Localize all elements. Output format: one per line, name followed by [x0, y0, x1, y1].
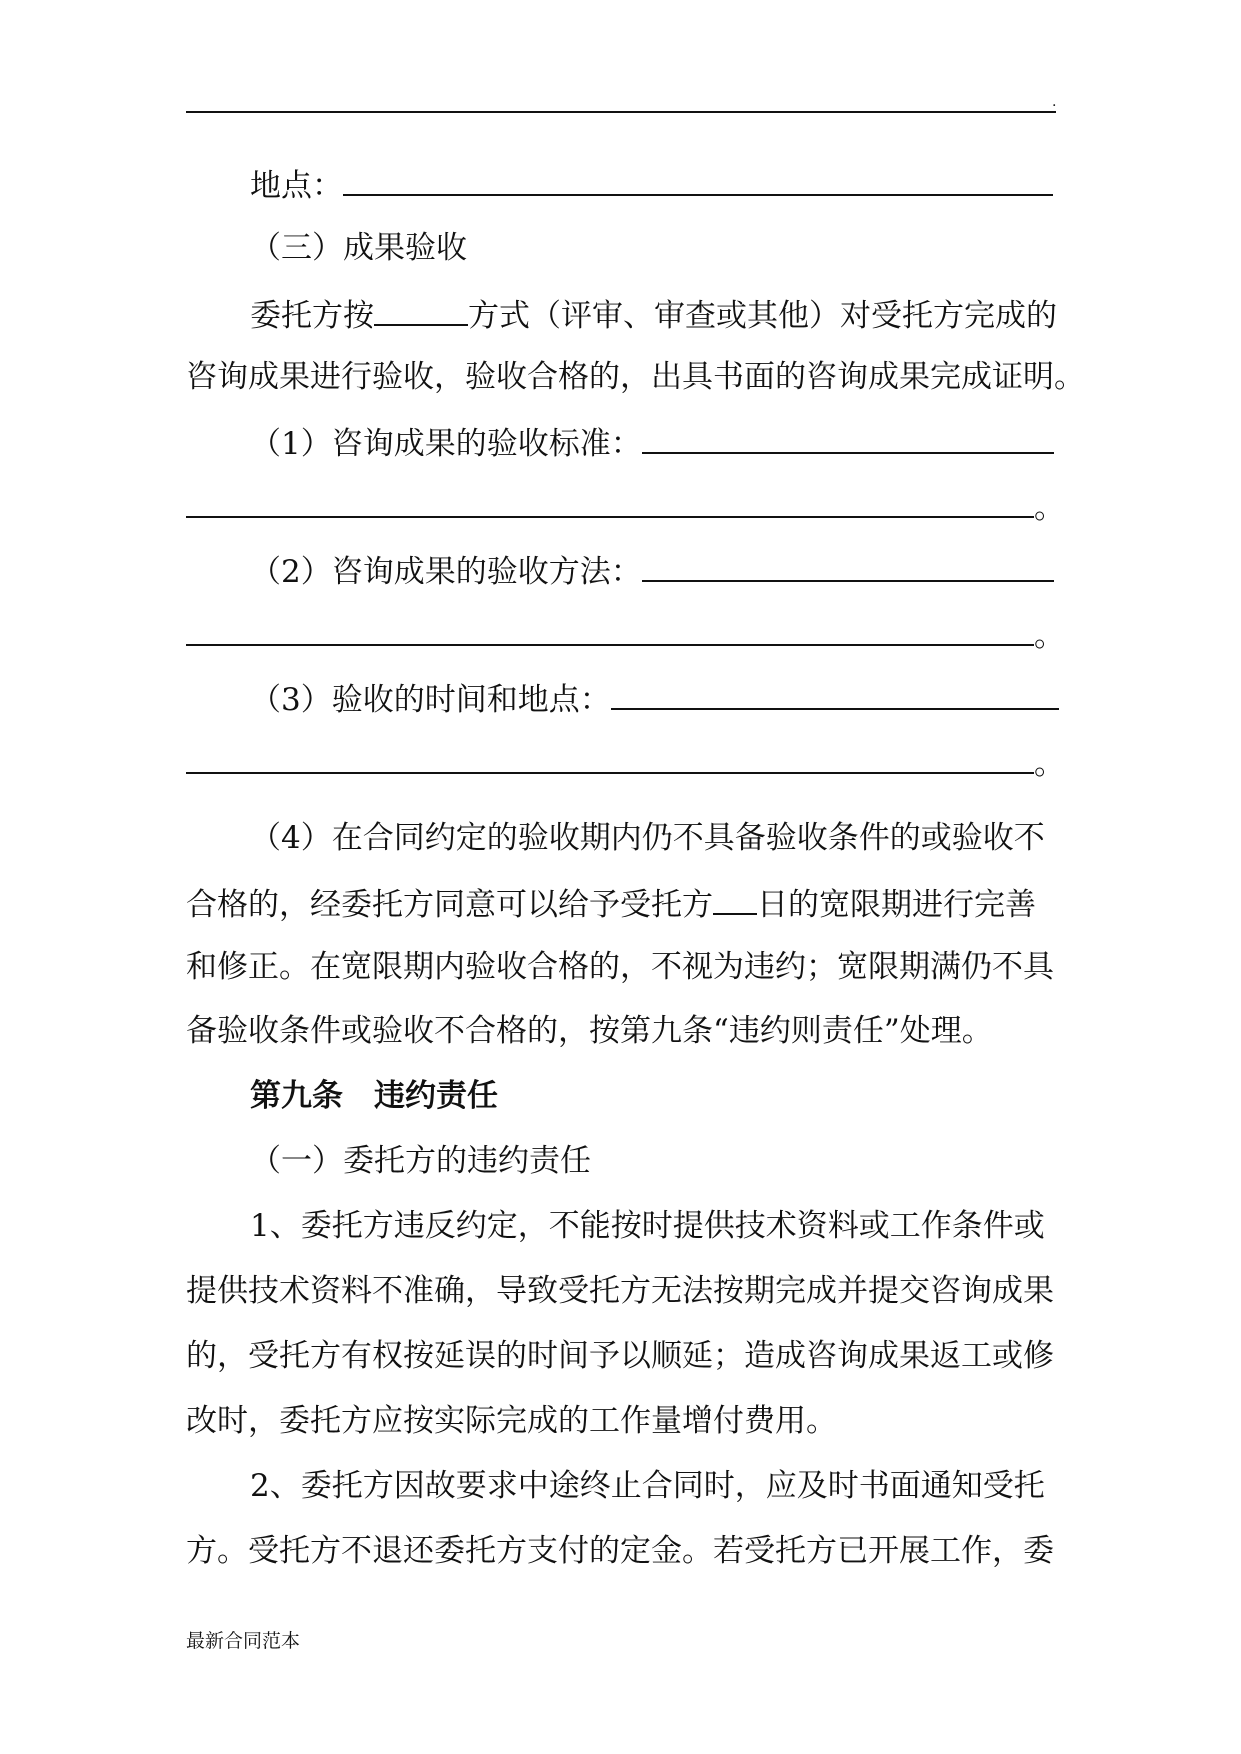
location-line — [250, 164, 1053, 206]
acceptance-method-blank-2 — [186, 614, 1034, 646]
subsection-heading: （一）委托方的违约责任 — [250, 1143, 591, 1179]
acceptance-standard-blank-2 — [186, 486, 1034, 518]
acceptance-standard-blank — [642, 422, 1054, 454]
acceptance-method-label: （2）咨询成果的验收方法： — [250, 554, 642, 590]
acceptance-time-place-blank-2 — [186, 742, 1034, 774]
header-mark: . — [1052, 94, 1057, 110]
continuation-line — [186, 486, 1065, 528]
paragraph-line: 和修正。在宽限期内验收合格的，不视为违约；宽限期满仍不具 — [186, 949, 1054, 985]
location-blank — [343, 164, 1053, 196]
acceptance-time-place-line — [250, 678, 1059, 720]
paragraph-line: 改时，委托方应按实际完成的工作量增付费用。 — [186, 1403, 837, 1439]
acceptance-method-line — [250, 550, 1054, 592]
period: 。 — [1034, 490, 1065, 526]
footer-text: 最新合同范本 — [186, 1630, 301, 1652]
text-segment: 合格的，经委托方同意可以给予受托方 — [186, 887, 713, 923]
paragraph-line: 提供技术资料不准确，导致受托方无法按期完成并提交咨询成果 — [186, 1273, 1054, 1309]
acceptance-method-blank — [642, 550, 1054, 582]
continuation-line — [186, 742, 1065, 784]
period: 。 — [1034, 618, 1065, 654]
paragraph-line — [250, 294, 1057, 336]
method-blank — [374, 294, 468, 326]
acceptance-standard-label: （1）咨询成果的验收标准： — [250, 426, 642, 462]
text-segment: 方式（评审、审查或其他）对受托方完成的 — [468, 298, 1057, 334]
paragraph-line: 备验收条件或验收不合格的，按第九条“违约则责任”处理。 — [186, 1013, 993, 1049]
paragraph-line: 的，受托方有权按延误的时间予以顺延；造成咨询成果返工或修 — [186, 1338, 1054, 1374]
paragraph-line — [186, 883, 1036, 925]
period: 。 — [1034, 746, 1065, 782]
acceptance-time-place-blank — [611, 678, 1059, 710]
section-heading-acceptance: （三）成果验收 — [250, 230, 467, 266]
acceptance-standard-line — [250, 422, 1054, 464]
grace-days-blank — [713, 883, 757, 915]
text-segment: 委托方按 — [250, 298, 374, 334]
paragraph-line: 1、委托方违反约定，不能按时提供技术资料或工作条件或 — [250, 1208, 1045, 1244]
text-segment: 日的宽限期进行完善 — [757, 887, 1036, 923]
acceptance-time-place-label: （3）验收的时间和地点： — [250, 682, 611, 718]
paragraph-line: 方。受托方不退还委托方支付的定金。若受托方已开展工作，委 — [186, 1533, 1054, 1569]
paragraph-line: 2、委托方因故要求中途终止合同时，应及时书面通知受托 — [250, 1468, 1045, 1504]
paragraph-line: 咨询成果进行验收，验收合格的，出具书面的咨询成果完成证明。 — [186, 359, 1085, 395]
location-label: 地点： — [250, 168, 343, 204]
continuation-line — [186, 614, 1065, 656]
paragraph-line: （4）在合同约定的验收期内仍不具备验收条件的或验收不 — [250, 820, 1045, 856]
header-rule — [186, 111, 1056, 113]
article-heading: 第九条 违约责任 — [250, 1078, 498, 1114]
